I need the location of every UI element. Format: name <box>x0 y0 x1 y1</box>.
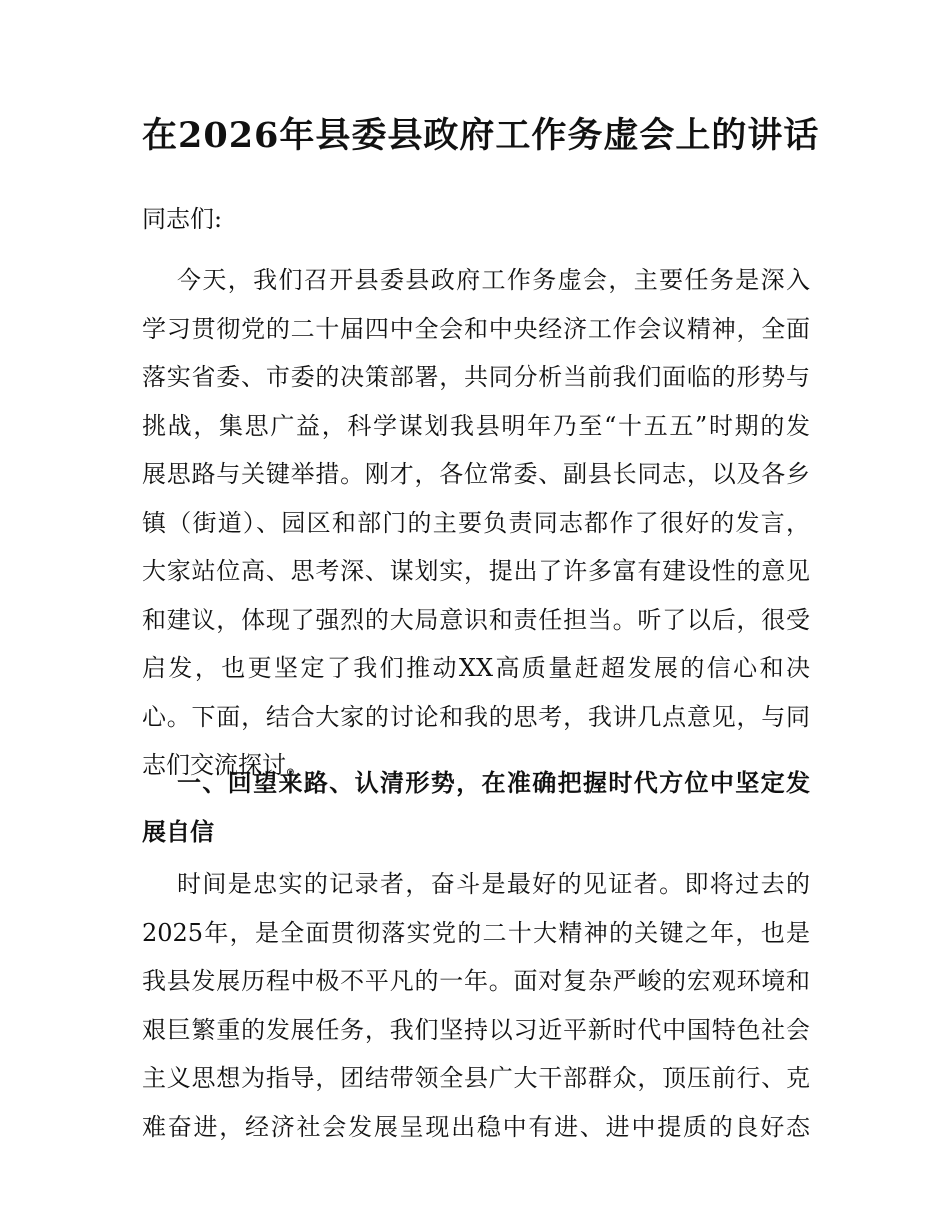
text-line: 镇（街道）、园区和部门的主要负责同志都作了很好的发言， <box>142 508 810 537</box>
document-page <box>142 0 820 1230</box>
text-line: 我县发展历程中极不平凡的一年。面对复杂严峻的宏观环境和 <box>142 967 810 995</box>
text-line: 挑战，集思广益，科学谋划我县明年乃至“十五五”时期的发 <box>142 411 810 440</box>
text-line: 学习贯彻党的二十届四中全会和中央经济工作会议精神，全面 <box>142 314 810 343</box>
text-line: 今天，我们召开县委县政府工作务虚会，主要任务是深入 <box>177 266 810 294</box>
text-line: 和建议，体现了强烈的大局意识和责任担当。听了以后，很受 <box>142 605 810 634</box>
paragraph-review <box>142 860 810 1151</box>
section-heading-1 <box>142 759 810 856</box>
salutation: 同志们: <box>142 205 223 233</box>
document-title: 在2026年县委县政府工作务虚会上的讲话 <box>142 115 820 156</box>
heading-line: 一、回望来路、认清形势，在准确把握时代方位中坚定发 <box>177 769 810 797</box>
text-line: 时间是忠实的记录者，奋斗是最好的见证者。即将过去的 <box>177 870 810 898</box>
text-line: 大家站位高、思考深、谋划实，提出了许多富有建设性的意见 <box>142 557 810 585</box>
text-line: 心。下面，结合大家的讨论和我的思考，我讲几点意见，与同 <box>142 702 810 731</box>
text-line: 落实省委、市委的决策部署，共同分析当前我们面临的形势与 <box>142 363 810 391</box>
text-line: 难奋进，经济社会发展呈现出稳中有进、进中提质的良好态 <box>142 1112 810 1141</box>
text-line: 2025年，是全面贯彻落实党的二十大精神的关键之年，也是 <box>142 918 810 947</box>
text-line: 启发，也更坚定了我们推动XX高质量赶超发展的信心和决 <box>142 654 810 682</box>
text-line: 艰巨繁重的发展任务，我们坚持以习近平新时代中国特色社会 <box>142 1015 810 1044</box>
text-line: 主义思想为指导，团结带领全县广大干部群众，顶压前行、克 <box>142 1064 810 1092</box>
text-line: 志们交流探讨。 <box>142 751 310 779</box>
heading-line: 展自信 <box>142 817 214 846</box>
text-line: 展思路与关键举措。刚才，各位常委、副县长同志，以及各乡 <box>142 460 810 488</box>
paragraph-opening <box>142 256 810 790</box>
